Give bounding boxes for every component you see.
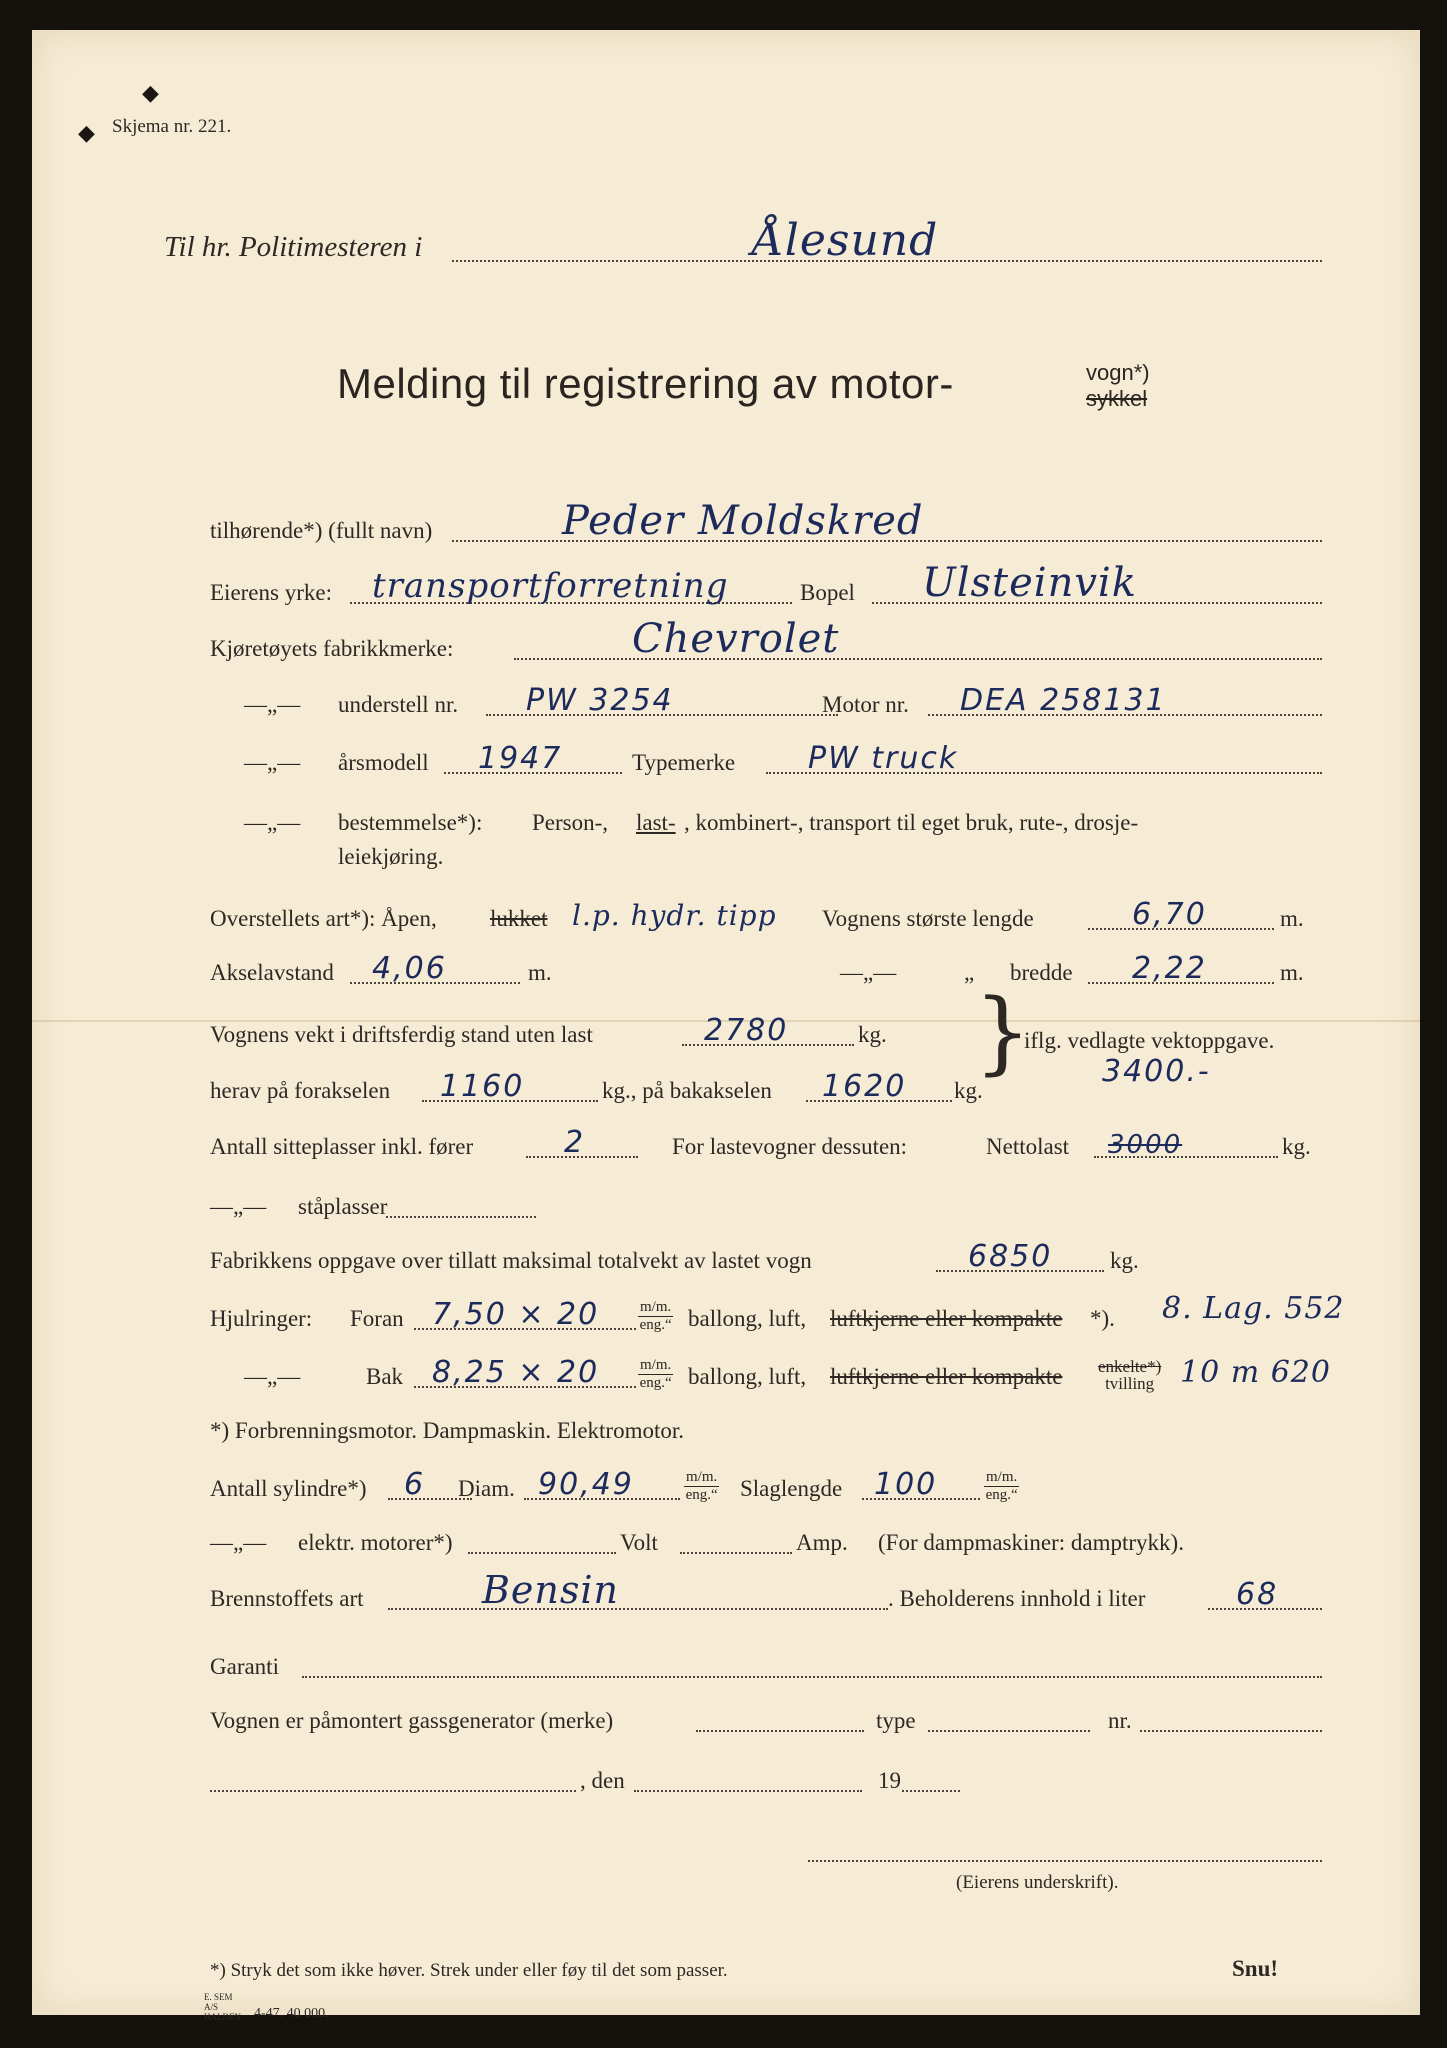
owner-label: tilhørende*) (fullt navn) (210, 518, 433, 543)
schema-number: Skjema nr. 221. (112, 116, 232, 137)
unit-mm: m/m. (640, 1357, 672, 1373)
netto-struck: 3000 (1108, 1130, 1183, 1160)
truck-label: For lastevogner dessuten: (672, 1134, 908, 1159)
width-value: 2,22 (1132, 951, 1207, 986)
warranty-row (32, 1644, 1420, 1684)
occupation-value: transportforretning (372, 566, 729, 606)
electric-row (32, 1520, 1420, 1560)
unit-mm: m/m. (686, 1469, 718, 1485)
tires-options: ballong, luft, (688, 1306, 807, 1331)
bracket: } (974, 980, 1032, 1085)
cyl-value: 6 (404, 1467, 426, 1502)
tires-struck: luftkjerne eller kompakte (830, 1364, 1063, 1389)
recipient-row (32, 215, 1420, 268)
fuel-row (32, 1568, 1420, 1616)
tank-label: . Beholderens innhold i liter (888, 1586, 1146, 1611)
fuel-value: Bensin (482, 1568, 620, 1612)
footer-note: *) Stryk det som ikke høver. Strek under eller føy til det som passer. (210, 1960, 728, 1981)
printer-mark: E. SEM A/S HALDEN (204, 1992, 241, 2022)
tires-label: Hjulringer: (210, 1306, 313, 1331)
year-suffix-line (902, 1790, 960, 1792)
ditto-mark: —„— (840, 960, 897, 985)
type-label: Typemerke (632, 750, 736, 775)
printer-row (32, 1986, 1420, 2026)
gas-type-label: type (876, 1708, 916, 1733)
place-line (210, 1790, 576, 1792)
tires-front-value: 7,50 × 20 (432, 1297, 600, 1332)
maxweight-unit: kg. (1110, 1248, 1139, 1273)
ditto-mark: —„— (210, 1530, 267, 1555)
purpose-person: Person-, (532, 810, 609, 835)
year-value: 1947 (478, 741, 563, 776)
width-unit: m. (1280, 960, 1304, 985)
unit-fraction (638, 1357, 673, 1392)
maxweight-value: 6850 (968, 1239, 1053, 1274)
motor-types: *) Forbrenningsmotor. Dampmaskin. Elektromotor. (210, 1418, 685, 1443)
purpose-options: , kombinert-, transport til eget bruk, rute-, drosje- (684, 810, 1139, 835)
gas-label: Vognen er påmontert gassgenerator (merke) (210, 1708, 614, 1733)
purpose-label: bestemmelse*): (338, 810, 483, 835)
cyl-label: Antall sylindre*) (210, 1476, 367, 1501)
elec-label: elektr. motorer*) (298, 1530, 453, 1555)
seats-label: Antall sitteplasser inkl. fører (210, 1134, 474, 1159)
stroke-label: Slaglengde (740, 1476, 843, 1501)
axle-weight-row (32, 1068, 1420, 1108)
unit-fraction (638, 1299, 673, 1334)
tires-rear-row (32, 1354, 1420, 1394)
print-run: 4-47. 40 000. (254, 2006, 329, 2021)
unit-eng: eng.“ (985, 1487, 1018, 1503)
unit-eng: eng.“ (639, 1375, 672, 1391)
tires-rear-label: Bak (366, 1364, 404, 1389)
title-option-sykkel: sykkel (1086, 386, 1148, 411)
front-axle-value: 1160 (440, 1069, 525, 1104)
stroke-value: 100 (874, 1467, 938, 1502)
warranty-label: Garanti (210, 1654, 279, 1679)
residence-label: Bopel (800, 580, 855, 605)
netto-value: 3400.- (1102, 1054, 1211, 1089)
amp-label: Amp. (796, 1530, 848, 1555)
body-label: Overstellets art*): Åpen, (210, 906, 437, 931)
maxweight-label: Fabrikkens oppgave over tillatt maksimal totalvekt av lastet vogn (210, 1248, 812, 1273)
gas-nr-line (1140, 1730, 1322, 1732)
title-options (1086, 360, 1150, 412)
tires-struck: luftkjerne eller kompakte (830, 1306, 1063, 1331)
body-struck: lukket (490, 906, 548, 931)
maxweight-row (32, 1238, 1420, 1278)
rear-axle-label: kg., på bakakselen (602, 1078, 772, 1103)
length-label: Vognens største lengde (822, 906, 1034, 931)
make-row (32, 616, 1420, 666)
weight-unit: kg. (858, 1022, 887, 1047)
warranty-line (302, 1676, 1322, 1678)
type-value: PW truck (808, 741, 959, 776)
signature-label: (Eierens underskrift). (956, 1872, 1119, 1893)
tires-front-label: Foran (350, 1306, 404, 1331)
fuel-label: Brennstoffets art (210, 1586, 364, 1611)
chassis-value: PW 3254 (526, 683, 674, 718)
twin-label: tvilling (1105, 1374, 1155, 1393)
width-label: bredde (1010, 960, 1073, 985)
volt-label: Volt (620, 1530, 658, 1555)
side-note-1: 8. Lag. 552 (1162, 1291, 1345, 1326)
ditto-quote: „ (964, 960, 975, 985)
weight-value: 2780 (704, 1013, 789, 1048)
axle-value: 4,06 (372, 951, 447, 986)
tank-value: 68 (1236, 1577, 1279, 1612)
cylinders-row (32, 1466, 1420, 1506)
date-row (32, 1758, 1420, 1798)
standing-row (32, 1184, 1420, 1224)
tires-rear-value: 8,25 × 20 (432, 1355, 600, 1390)
date-line (634, 1790, 862, 1792)
weight-label: Vognens vekt i driftsferdig stand uten last (210, 1022, 593, 1047)
rear-axle-value: 1620 (822, 1069, 907, 1104)
tires-options: ballong, luft, (688, 1364, 807, 1389)
unit-mm: m/m. (986, 1469, 1018, 1485)
standing-label: ståplasser (298, 1194, 388, 1219)
side-note-2: 10 m 620 (1180, 1355, 1331, 1390)
gas-row (32, 1698, 1420, 1738)
chassis-label: understell nr. (338, 692, 459, 717)
rear-axle-unit: kg. (954, 1078, 983, 1103)
owner-value: Peder Moldskred (562, 498, 924, 544)
standing-line (386, 1216, 536, 1218)
motor-types-row (32, 1408, 1420, 1448)
length-unit: m. (1280, 906, 1304, 931)
ditto-mark: —„— (210, 1194, 267, 1219)
steam-label: (For dampmaskiner: damptrykk). (878, 1530, 1184, 1555)
recipient-city: Ålesund (752, 215, 939, 266)
weight-note: iflg. vedlagte vektoppgave. (1024, 1028, 1275, 1053)
title-option-vogn: vogn*) (1086, 360, 1150, 385)
elec-line (468, 1552, 616, 1554)
seats-value: 2 (564, 1125, 586, 1160)
unit-fraction (984, 1469, 1019, 1504)
year-row (32, 740, 1420, 780)
chassis-row (32, 682, 1420, 722)
make-value: Chevrolet (632, 616, 840, 662)
tires-front-row (32, 1291, 1420, 1336)
netto-unit: kg. (1282, 1134, 1311, 1159)
form-sheet (32, 30, 1420, 2022)
volt-line (680, 1552, 792, 1554)
ditto-mark: —„— (244, 810, 301, 835)
body-value: l.p. hydr. tipp (572, 899, 777, 932)
length-value: 6,70 (1132, 897, 1207, 932)
purpose-last: last- (636, 810, 676, 835)
footer-row (32, 1946, 1420, 1986)
seats-row (32, 1124, 1420, 1164)
ditto-mark: —„— (244, 750, 301, 775)
gas-type-line (928, 1730, 1090, 1732)
axle-unit: m. (528, 960, 552, 985)
year-label: årsmodell (338, 750, 429, 775)
gas-nr-label: nr. (1108, 1708, 1132, 1733)
single-twin (1096, 1358, 1163, 1392)
gas-make-line (696, 1730, 864, 1732)
ink-mark: ◆ (142, 80, 159, 105)
motor-label: Motor nr. (822, 692, 909, 717)
unit-eng: eng.“ (685, 1487, 718, 1503)
netto-label: Nettolast (986, 1134, 1070, 1159)
unit-eng: eng.“ (639, 1317, 672, 1333)
fuel-line (388, 1608, 888, 1610)
turn-over-note: Snu! (1232, 1956, 1279, 1981)
date-den: , den (580, 1768, 625, 1793)
axle-label: Akselavstand (210, 960, 334, 985)
date-19: 19 (878, 1768, 901, 1793)
body-row (32, 896, 1420, 936)
occupation-row (32, 560, 1420, 610)
diam-value: 90,49 (538, 1467, 634, 1502)
axle-row (32, 950, 1420, 990)
ditto-mark: —„— (244, 692, 301, 717)
motor-value: DEA 258131 (960, 683, 1167, 718)
form-title: Melding til registrering av motor- (337, 360, 954, 407)
unit-mm: m/m. (640, 1299, 672, 1315)
front-axle-label: herav på forakselen (210, 1078, 391, 1103)
residence-value: Ulsteinvik (922, 560, 1137, 606)
ink-mark: ◆ (78, 120, 95, 145)
single-struck: enkelte*) (1098, 1357, 1162, 1376)
make-label: Kjøretøyets fabrikkmerke: (210, 636, 454, 661)
recipient-label: Til hr. Politimesteren i (164, 231, 423, 263)
tires-end: *). (1090, 1306, 1115, 1331)
unit-fraction (684, 1469, 719, 1504)
signature-label-row (32, 1858, 1420, 1898)
occupation-label: Eierens yrke: (210, 580, 332, 605)
diam-label: Diam. (458, 1476, 515, 1501)
purpose-row-2 (32, 834, 1420, 874)
ditto-mark: —„— (244, 1364, 301, 1389)
purpose-line-2: leiekjøring. (338, 844, 444, 869)
owner-row (32, 498, 1420, 548)
